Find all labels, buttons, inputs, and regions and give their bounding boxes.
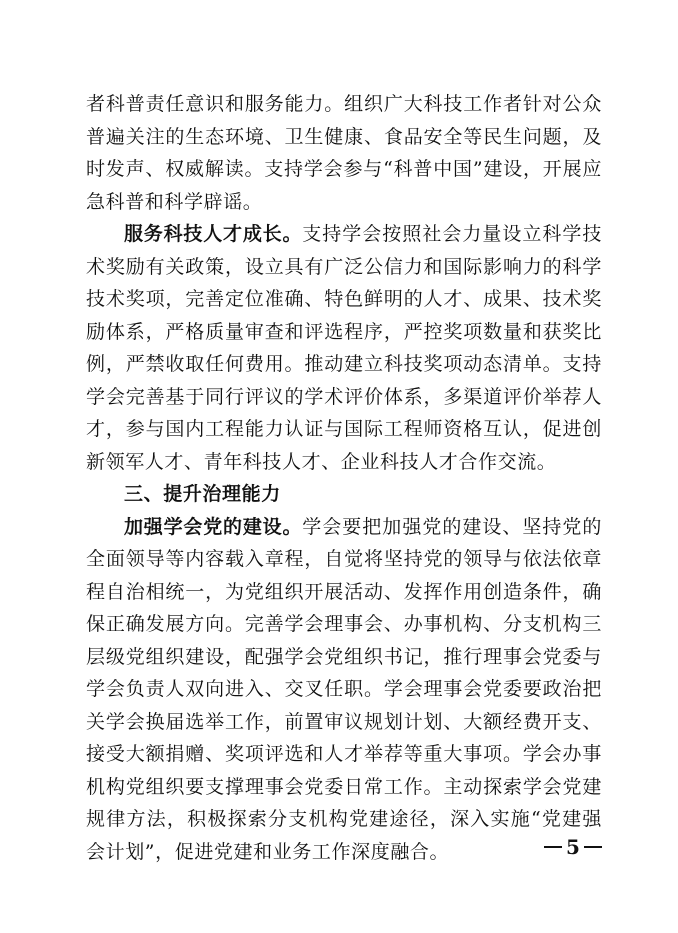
paragraph-lead-party-building: 加强学会党的建设。	[124, 515, 303, 538]
paragraph-body-party-building: 学会要把加强党的建设、坚持党的全面领导等内容载入章程，自觉将坚持党的领导与依法依章程自治相统一，为党组织开展活动、发挥作用创造条件，确保正确发展方向。完善学会理事会、办事机构、分支机构三层级党组织建设，配强学会党组织书记，推行理事会党委与学会负责人双向进入、交叉任职。学会理事会党委要政治把关学会换届选举工作，前置审议规划计划、大额经费开支、接受大额捐赠、奖项评选和人才举荐等重大事项。学会办事机构党组织要支撑理事会党委日常工作。主动探索学会党建规律方法，积极探索分支机构党建途径，深入实施“党建强会计划”，促进党建和业务工作深度融合。	[86, 515, 602, 863]
page-number-left-dash	[544, 846, 562, 848]
page-number-value: 5	[566, 835, 580, 859]
paragraph-body-talent-growth: 支持学会按照社会力量设立科学技术奖励有关政策，设立具有广泛公信力和国际影响力的科学技术奖项，完善定位准确、特色鲜明的人才、成果、技术奖励体系，严格质量审查和评选程序，严控奖项数量和获奖比例，严禁收取任何费用。推动建立科技奖项动态清单。支持学会完善基于同行评议的学术评价体系，多渠道评价举荐人才，参与国内工程能力认证与国际工程师资格互认，促进创新领军人才、青年科技人才、企业科技人才合作交流。	[86, 223, 602, 473]
section-heading: 三、提升治理能力	[124, 483, 281, 505]
paragraph-party-building	[86, 511, 602, 869]
paragraph-lead-talent-growth: 服务科技人才成长。	[124, 223, 303, 245]
paragraph-science-popularization: 者科普责任意识和服务能力。组织广大科技工作者针对公众普遍关注的生态环境、卫生健康、食品安全等民生问题，及时发声、权威解读。支持学会参与“科普中国”建设，开展应急科普和科学辟谣。	[86, 93, 602, 213]
page-number	[538, 835, 608, 859]
paragraph-talent-growth	[86, 218, 602, 478]
page-number-right-dash	[584, 846, 602, 848]
document-body	[86, 88, 602, 868]
